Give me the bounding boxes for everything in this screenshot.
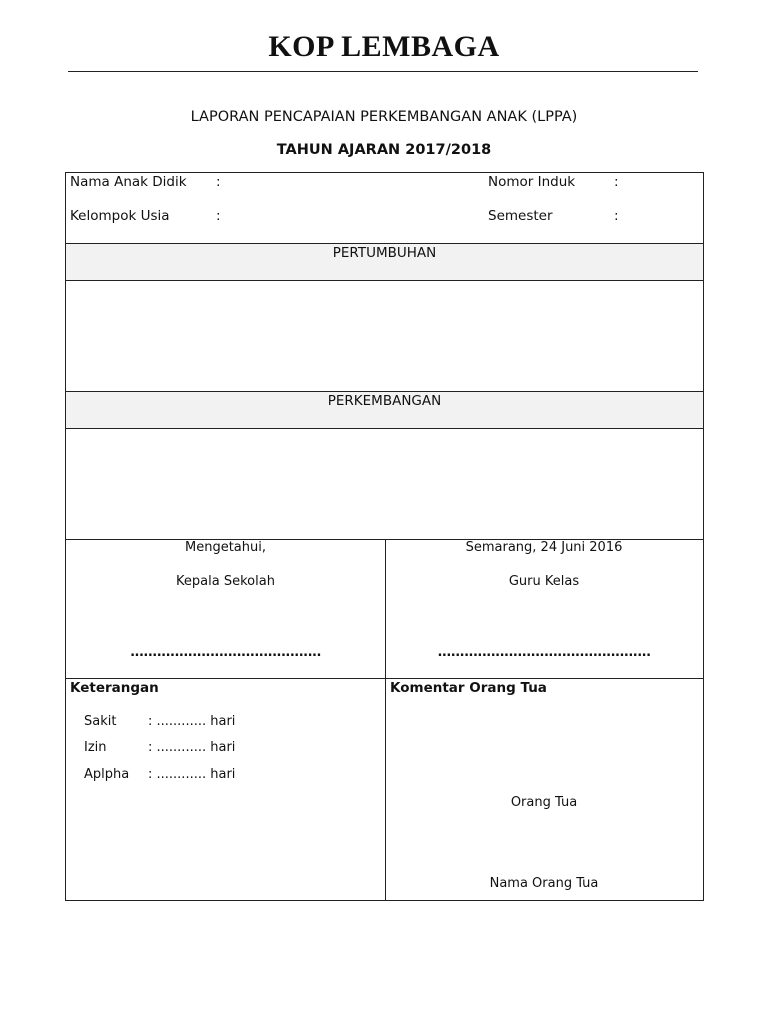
absent-value: : ............ hari [148, 767, 236, 782]
identity-block [66, 173, 703, 243]
semester-colon: : [614, 208, 619, 224]
development-content [66, 428, 703, 539]
acknowledge-label: Mengetahui, [185, 540, 266, 555]
report-title: LAPORAN PENCAPAIAN PERKEMBANGAN ANAK (LPPA) [190, 109, 578, 125]
absent-label: Aplpha [84, 767, 130, 782]
letterhead-title: KOP LEMBAGA [268, 30, 500, 63]
name-label: Nama Anak Didik [70, 174, 187, 190]
principal-role: Kepala Sekolah [176, 574, 275, 589]
parent-role: Orang Tua [510, 795, 578, 810]
name-colon: : [216, 174, 221, 190]
signature-block [66, 539, 703, 678]
principal-signature-line: ........................................... [130, 645, 321, 660]
group-colon: : [216, 208, 221, 224]
development-header [66, 391, 703, 428]
letterhead-rule [68, 71, 698, 72]
semester-label: Semester [488, 208, 553, 224]
report-year: TAHUN AJARAN 2017/2018 [276, 142, 492, 158]
permission-value: : ............ hari [148, 740, 236, 755]
teacher-signature-line: ................................................ [437, 645, 651, 660]
notes-divider [385, 679, 386, 900]
id-label: Nomor Induk [488, 174, 576, 190]
development-title: PERKEMBANGAN [327, 393, 442, 409]
growth-content [66, 280, 703, 391]
place-date: Semarang, 24 Juni 2016 [465, 540, 623, 555]
parent-comment-title: Komentar Orang Tua [390, 680, 547, 696]
growth-header [66, 243, 703, 280]
parent-name: Nama Orang Tua [489, 876, 599, 891]
id-colon: : [614, 174, 619, 190]
notes-title: Keterangan [70, 680, 159, 696]
sick-value: : ............ hari [148, 714, 236, 729]
report-form [65, 172, 704, 901]
notes-block [66, 678, 703, 900]
sick-label: Sakit [84, 714, 117, 729]
teacher-role: Guru Kelas [508, 574, 580, 589]
permission-label: Izin [84, 740, 107, 755]
growth-title: PERTUMBUHAN [332, 245, 437, 261]
group-label: Kelompok Usia [70, 208, 170, 224]
